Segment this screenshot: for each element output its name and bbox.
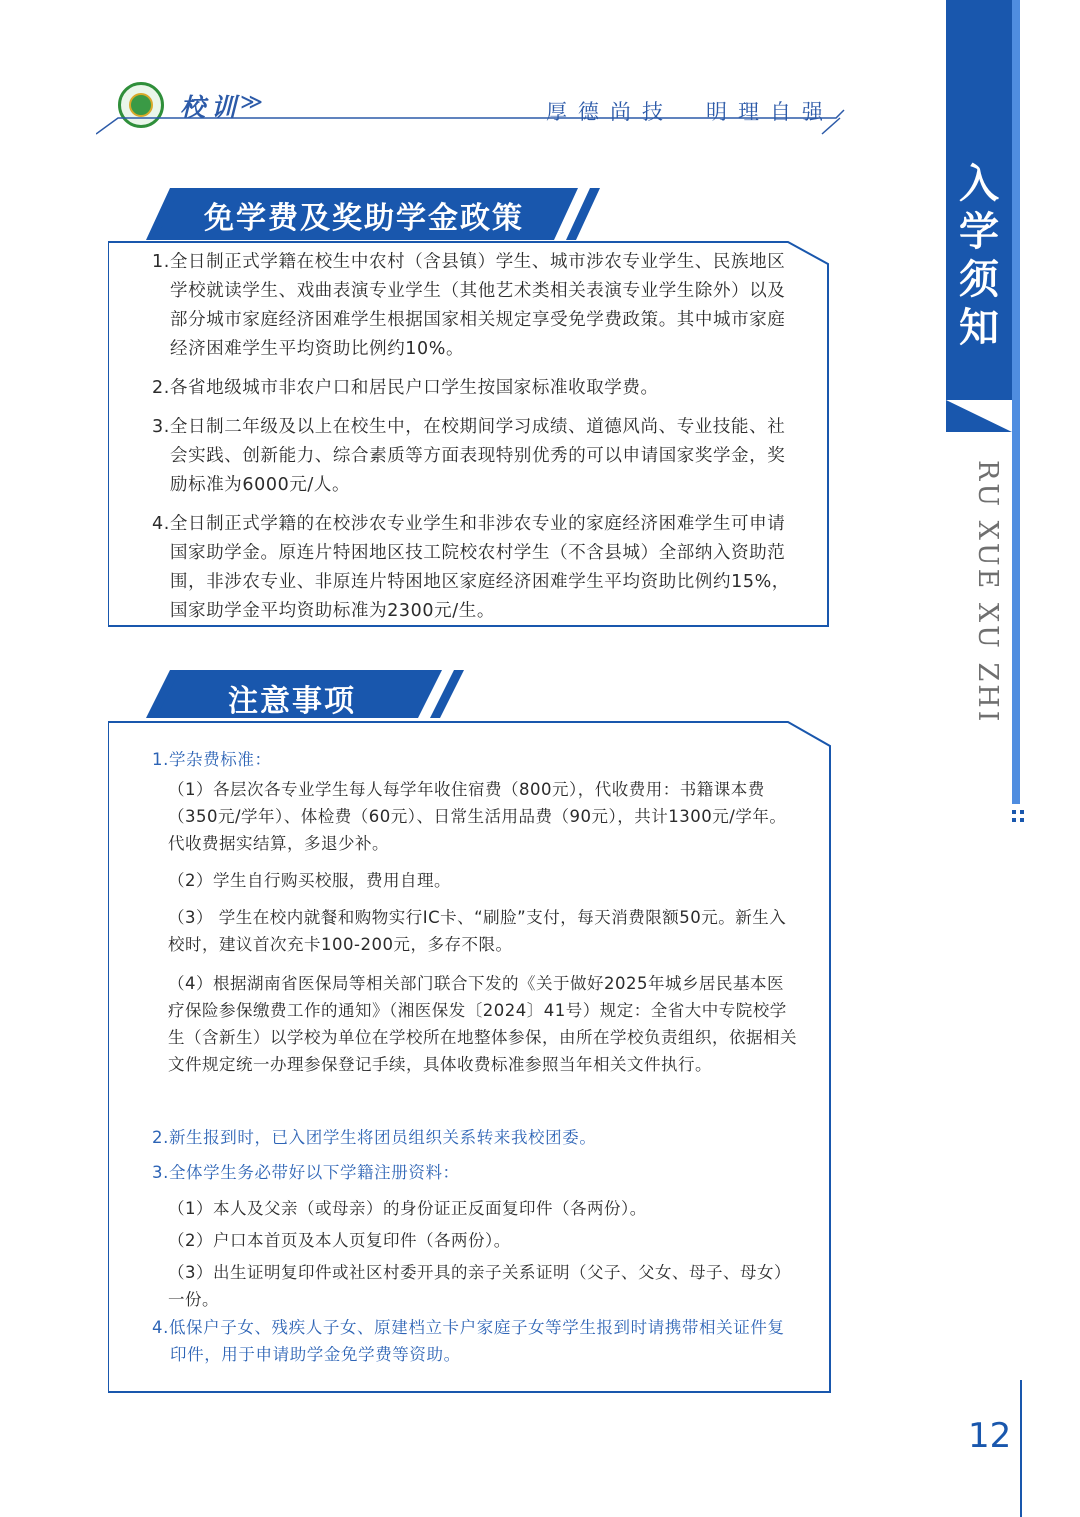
chevron-right-icon: ≫ [240,90,264,115]
header-divider [96,108,856,138]
document-item: （2）户口本首页及本人页复印件（各两份）。 [168,1231,511,1250]
fee-item: （4）根据湖南省医保局等相关部门联合下发的《关于做好2025年城乡居民基本医疗保险参保缴费工作的通知》（湘医保发〔2024〕41号）规定：全省大中专院校学生（含新生）以学校为单位在学校所在地整体参保，由所在学校负责组织，依据相关文件规定统一办理参保登记手续，具体收费标准参照当年相关文件执行。 [168,974,797,1074]
notice-item-2: 2.新生报到时，已入团学生将团员组织关系转来我校团委。 [152,1128,597,1147]
policy-item-1: 1.全日制正式学籍在校生中农村（含县镇）学生、城市涉农专业学生、民族地区学校就读学生、戏曲表演专业学生（其他艺术类相关表演专业学生除外）以及部分城市家庭经济困难学生根据国家相关规定享受免学费政策。其中城市家庭经济困难学生平均资助比例约10%。 [152,252,786,359]
document-item: （3）出生证明复印件或社区村委开具的亲子关系证明（父子、父女、母子、母女）一份。 [168,1263,791,1309]
page-rule [1020,1380,1022,1517]
notice-item-3-heading: 3.全体学生务必带好以下学籍注册资料： [152,1163,460,1182]
section2-title: 注意事项 [228,684,356,719]
side-title-char: 知 [959,305,999,351]
policy-item-2: 2.各省地级城市非农户口和居民户口学生按国家标准收取学费。 [152,378,659,398]
fee-item: （1）各层次各专业学生每人每学年收住宿费（800元），代收费用：书籍课本费（350元/学年）、体检费（60元）、日常生活用品费（90元），共计1300元/学年。代收费据实结算，多退少补。 [168,780,787,853]
fee-item: （2）学生自行购买校服，费用自理。 [168,871,451,890]
band-tip [946,400,1020,440]
section1-title: 免学费及奖助学金政策 [204,201,524,236]
side-title-char: 学 [959,209,999,255]
side-title-char: 须 [959,257,999,303]
dots-icon [1012,810,1020,826]
side-title [946,160,1012,352]
fee-item: （3） 学生在校内就餐和购物实行IC卡、“刷脸”支付，每天消费限额50元。新生入校时，建议首次充卡100-200元，多存不限。 [168,908,787,954]
side-title-char: 入 [959,161,999,207]
policy-item-3: 3.全日制二年级及以上在校生中，在校期间学习成绩、道德风尚、专业技能、社会实践、创新能力、综合素质等方面表现特别优秀的可以申请国家奖学金，奖励标准为6000元/人。 [152,417,786,495]
document-item: （1）本人及父亲（或母亲）的身份证正反面复印件（各两份）。 [168,1199,647,1218]
school-motto: 厚德尚技 明理自强 [546,100,834,124]
notice-item-4: 4.低保户子女、残疾人子女、原建档立卡户家庭子女等学生报到时请携带相关证件复印件，用于申请助学金免学费等资助。 [152,1318,785,1364]
motto-label: 校训 [180,93,243,122]
policy-item-4: 4.全日制正式学籍的在校涉农专业学生和非涉农专业的家庭经济困难学生可申请国家助学金。原连片特困地区技工院校农村学生（不含县城）全部纳入资助范围，非涉农专业、非原连片特困地区家庭经济困难学生平均资助比例约15%，国家助学金平均资助标准为2300元/生。 [152,514,790,621]
page-number: 12 [968,1416,1012,1456]
side-latin-title: RU XUE XU ZHI [972,460,1003,725]
notice-item-1-heading: 1.学杂费标准： [152,750,272,769]
